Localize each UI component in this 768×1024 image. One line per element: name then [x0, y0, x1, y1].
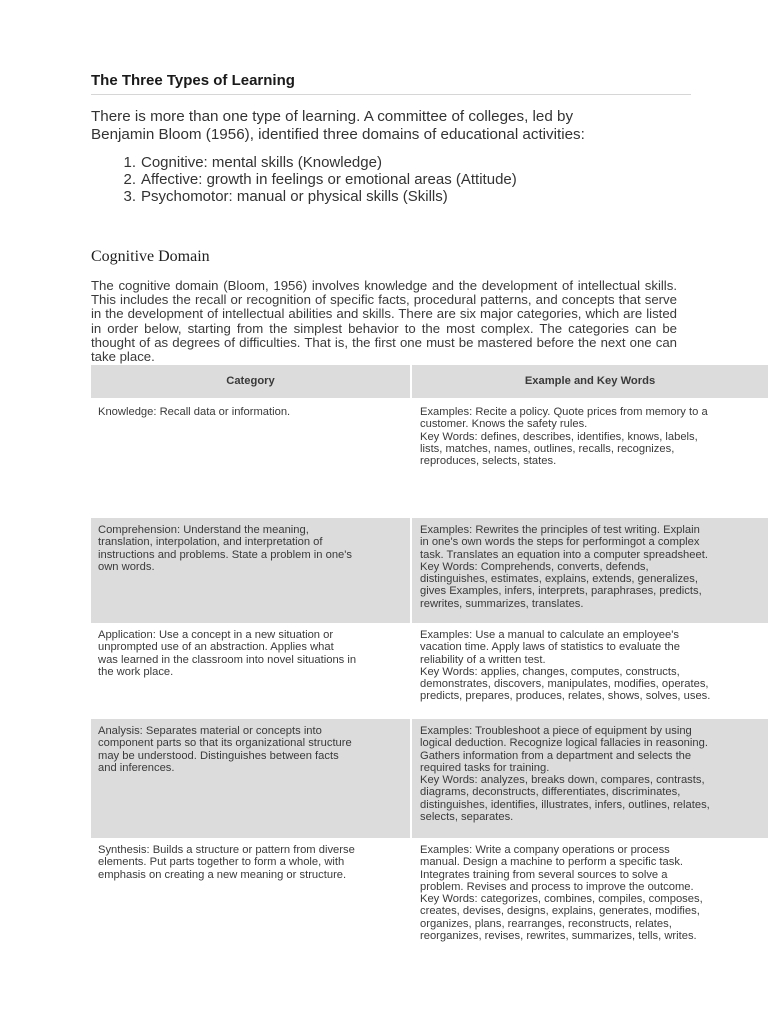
- examples-cell: [411, 623, 768, 719]
- examples-line: logical deduction. Recognize logical fallacies in reasoning.: [420, 737, 708, 750]
- examples-line: rewrites, summarizes, translates.: [420, 597, 584, 610]
- column-header-examples: Example and Key Words: [411, 365, 768, 399]
- category-line: Comprehension: Understand the meaning,: [98, 524, 309, 536]
- category-cell: [91, 518, 411, 623]
- intro-paragraph: [91, 108, 686, 143]
- column-header-category: Category: [91, 365, 411, 399]
- examples-line: lists, matches, names, outlines, recalls, recognizes,: [420, 442, 675, 455]
- examples-line: selects, separates.: [420, 811, 514, 824]
- category-line: Synthesis: Builds a structure or pattern from diverse: [98, 844, 355, 856]
- list-item: [92, 188, 652, 205]
- examples-line: Examples: Write a company operations or process: [420, 844, 670, 856]
- table-header-row: [91, 365, 768, 399]
- examples-cell: [411, 518, 768, 623]
- examples-line: Examples: Troubleshoot a piece of equipment by using: [420, 725, 692, 737]
- intro-line: Benjamin Bloom (1956), identified three domains of educational activities:: [91, 125, 585, 143]
- examples-line: Examples: Recite a policy. Quote prices from memory to a: [420, 406, 708, 418]
- category-line: translation, interpolation, and interpretation of: [98, 536, 323, 549]
- examples-cell: [411, 399, 768, 518]
- examples-line: Integrates training from several sources to solve a: [420, 868, 668, 881]
- table-row: [91, 518, 768, 623]
- list-number: 3.: [123, 188, 136, 205]
- examples-line: vacation time. Apply laws of statistics to evaluate the: [420, 641, 680, 654]
- category-line: unprompted use of an abstraction. Applies what: [98, 641, 334, 654]
- page-title: The Three Types of Learning: [91, 72, 691, 95]
- examples-line: Gathers information from a department and selects the: [420, 749, 692, 762]
- examples-line: reliability of a written test.: [420, 653, 546, 666]
- list-number: 2.: [123, 171, 136, 188]
- intro-line: There is more than one type of learning. A committee of colleges, led by: [91, 108, 574, 125]
- examples-line: problem. Revises and process to improve the outcome.: [420, 880, 694, 893]
- category-line: component parts so that its organizational structure: [98, 737, 352, 750]
- examples-line: diagrams, deconstructs, differentiates, discriminates,: [420, 786, 681, 799]
- categories-table: [91, 365, 768, 958]
- examples-cell: [411, 719, 768, 838]
- category-line: may be understood. Distinguishes between facts: [98, 749, 339, 762]
- table-row: [91, 623, 768, 719]
- category-line: and inferences.: [98, 761, 175, 774]
- list-item: [92, 171, 652, 188]
- category-cell: [91, 838, 411, 958]
- category-line: emphasis on creating a new meaning or structure.: [98, 868, 347, 881]
- section-paragraph: The cognitive domain (Bloom, 1956) involves knowledge and the development of intellectual skills. This includes the recall or recognition of specific facts, procedural patterns, and concepts that serve in the development of intellectual abilities and skills. There are six major categories, which are listed in order below, starting from the simplest behavior to the most complex. The categories can be thought of as degrees of difficulties. That is, the first one must be mastered before the next one can take place.: [91, 278, 677, 365]
- category-line: own words.: [98, 560, 155, 573]
- table-row: [91, 399, 768, 518]
- list-item-text: Psychomotor: manual or physical skills (Skills): [141, 188, 448, 205]
- category-line: Analysis: Separates material or concepts into: [98, 725, 322, 737]
- examples-line: Examples: Rewrites the principles of test writing. Explain: [420, 524, 700, 536]
- examples-line: Key Words: analyzes, breaks down, compares, contrasts,: [420, 774, 705, 787]
- list-number: 1.: [123, 154, 136, 171]
- category-line: the work place.: [98, 665, 174, 678]
- examples-line: customer. Knows the safety rules.: [420, 418, 588, 431]
- table-row: [91, 838, 768, 958]
- examples-line: Key Words: applies, changes, computes, constructs,: [420, 665, 680, 678]
- category-line: instructions and problems. State a problem in one's: [98, 548, 352, 561]
- domains-list: [92, 154, 652, 205]
- examples-line: predicts, prepares, produces, relates, shows, solves, uses.: [420, 690, 711, 703]
- category-line: Knowledge: Recall data or information.: [98, 406, 291, 418]
- examples-line: in one's own words the steps for performingot a complex: [420, 536, 700, 549]
- category-cell: [91, 719, 411, 838]
- list-item-text: Cognitive: mental skills (Knowledge): [141, 154, 382, 171]
- examples-line: reproduces, selects, states.: [420, 455, 557, 468]
- examples-line: required tasks for training.: [420, 761, 550, 774]
- examples-line: Key Words: categorizes, combines, compiles, composes,: [420, 893, 703, 906]
- examples-line: Examples: Use a manual to calculate an employee's: [420, 629, 679, 641]
- category-line: elements. Put parts together to form a whole, with: [98, 856, 345, 869]
- examples-line: creates, devises, designs, explains, generates, modifies,: [420, 905, 700, 918]
- category-cell: [91, 399, 411, 518]
- category-line: was learned in the classroom into novel situations in: [98, 653, 357, 666]
- examples-line: organizes, plans, rearranges, reconstructs, relates,: [420, 917, 672, 930]
- examples-line: distinguishes, estimates, explains, extends, generalizes,: [420, 573, 698, 586]
- table-body: [91, 399, 768, 958]
- examples-line: manual. Design a machine to perform a specific task.: [420, 856, 684, 869]
- examples-line: demonstrates, discovers, manipulates, modifies, operates,: [420, 678, 709, 691]
- examples-line: Key Words: defines, describes, identifies, knows, labels,: [420, 430, 698, 443]
- list-item: [92, 154, 652, 171]
- list-item-text: Affective: growth in feelings or emotional areas (Attitude): [141, 171, 517, 188]
- examples-line: distinguishes, identifies, illustrates, infers, outlines, relates,: [420, 798, 710, 811]
- examples-line: task. Translates an equation into a computer spreadsheet.: [420, 548, 708, 561]
- category-line: Application: Use a concept in a new situation or: [98, 629, 334, 641]
- examples-line: gives Examples, infers, interprets, paraphrases, predicts,: [420, 585, 702, 598]
- examples-line: reorganizes, revises, rewrites, summarizes, tells, writes.: [420, 930, 697, 943]
- examples-line: Key Words: Comprehends, converts, defends,: [420, 560, 649, 573]
- table-row: [91, 719, 768, 838]
- examples-cell: [411, 838, 768, 958]
- category-cell: [91, 623, 411, 719]
- section-heading: Cognitive Domain: [91, 248, 210, 265]
